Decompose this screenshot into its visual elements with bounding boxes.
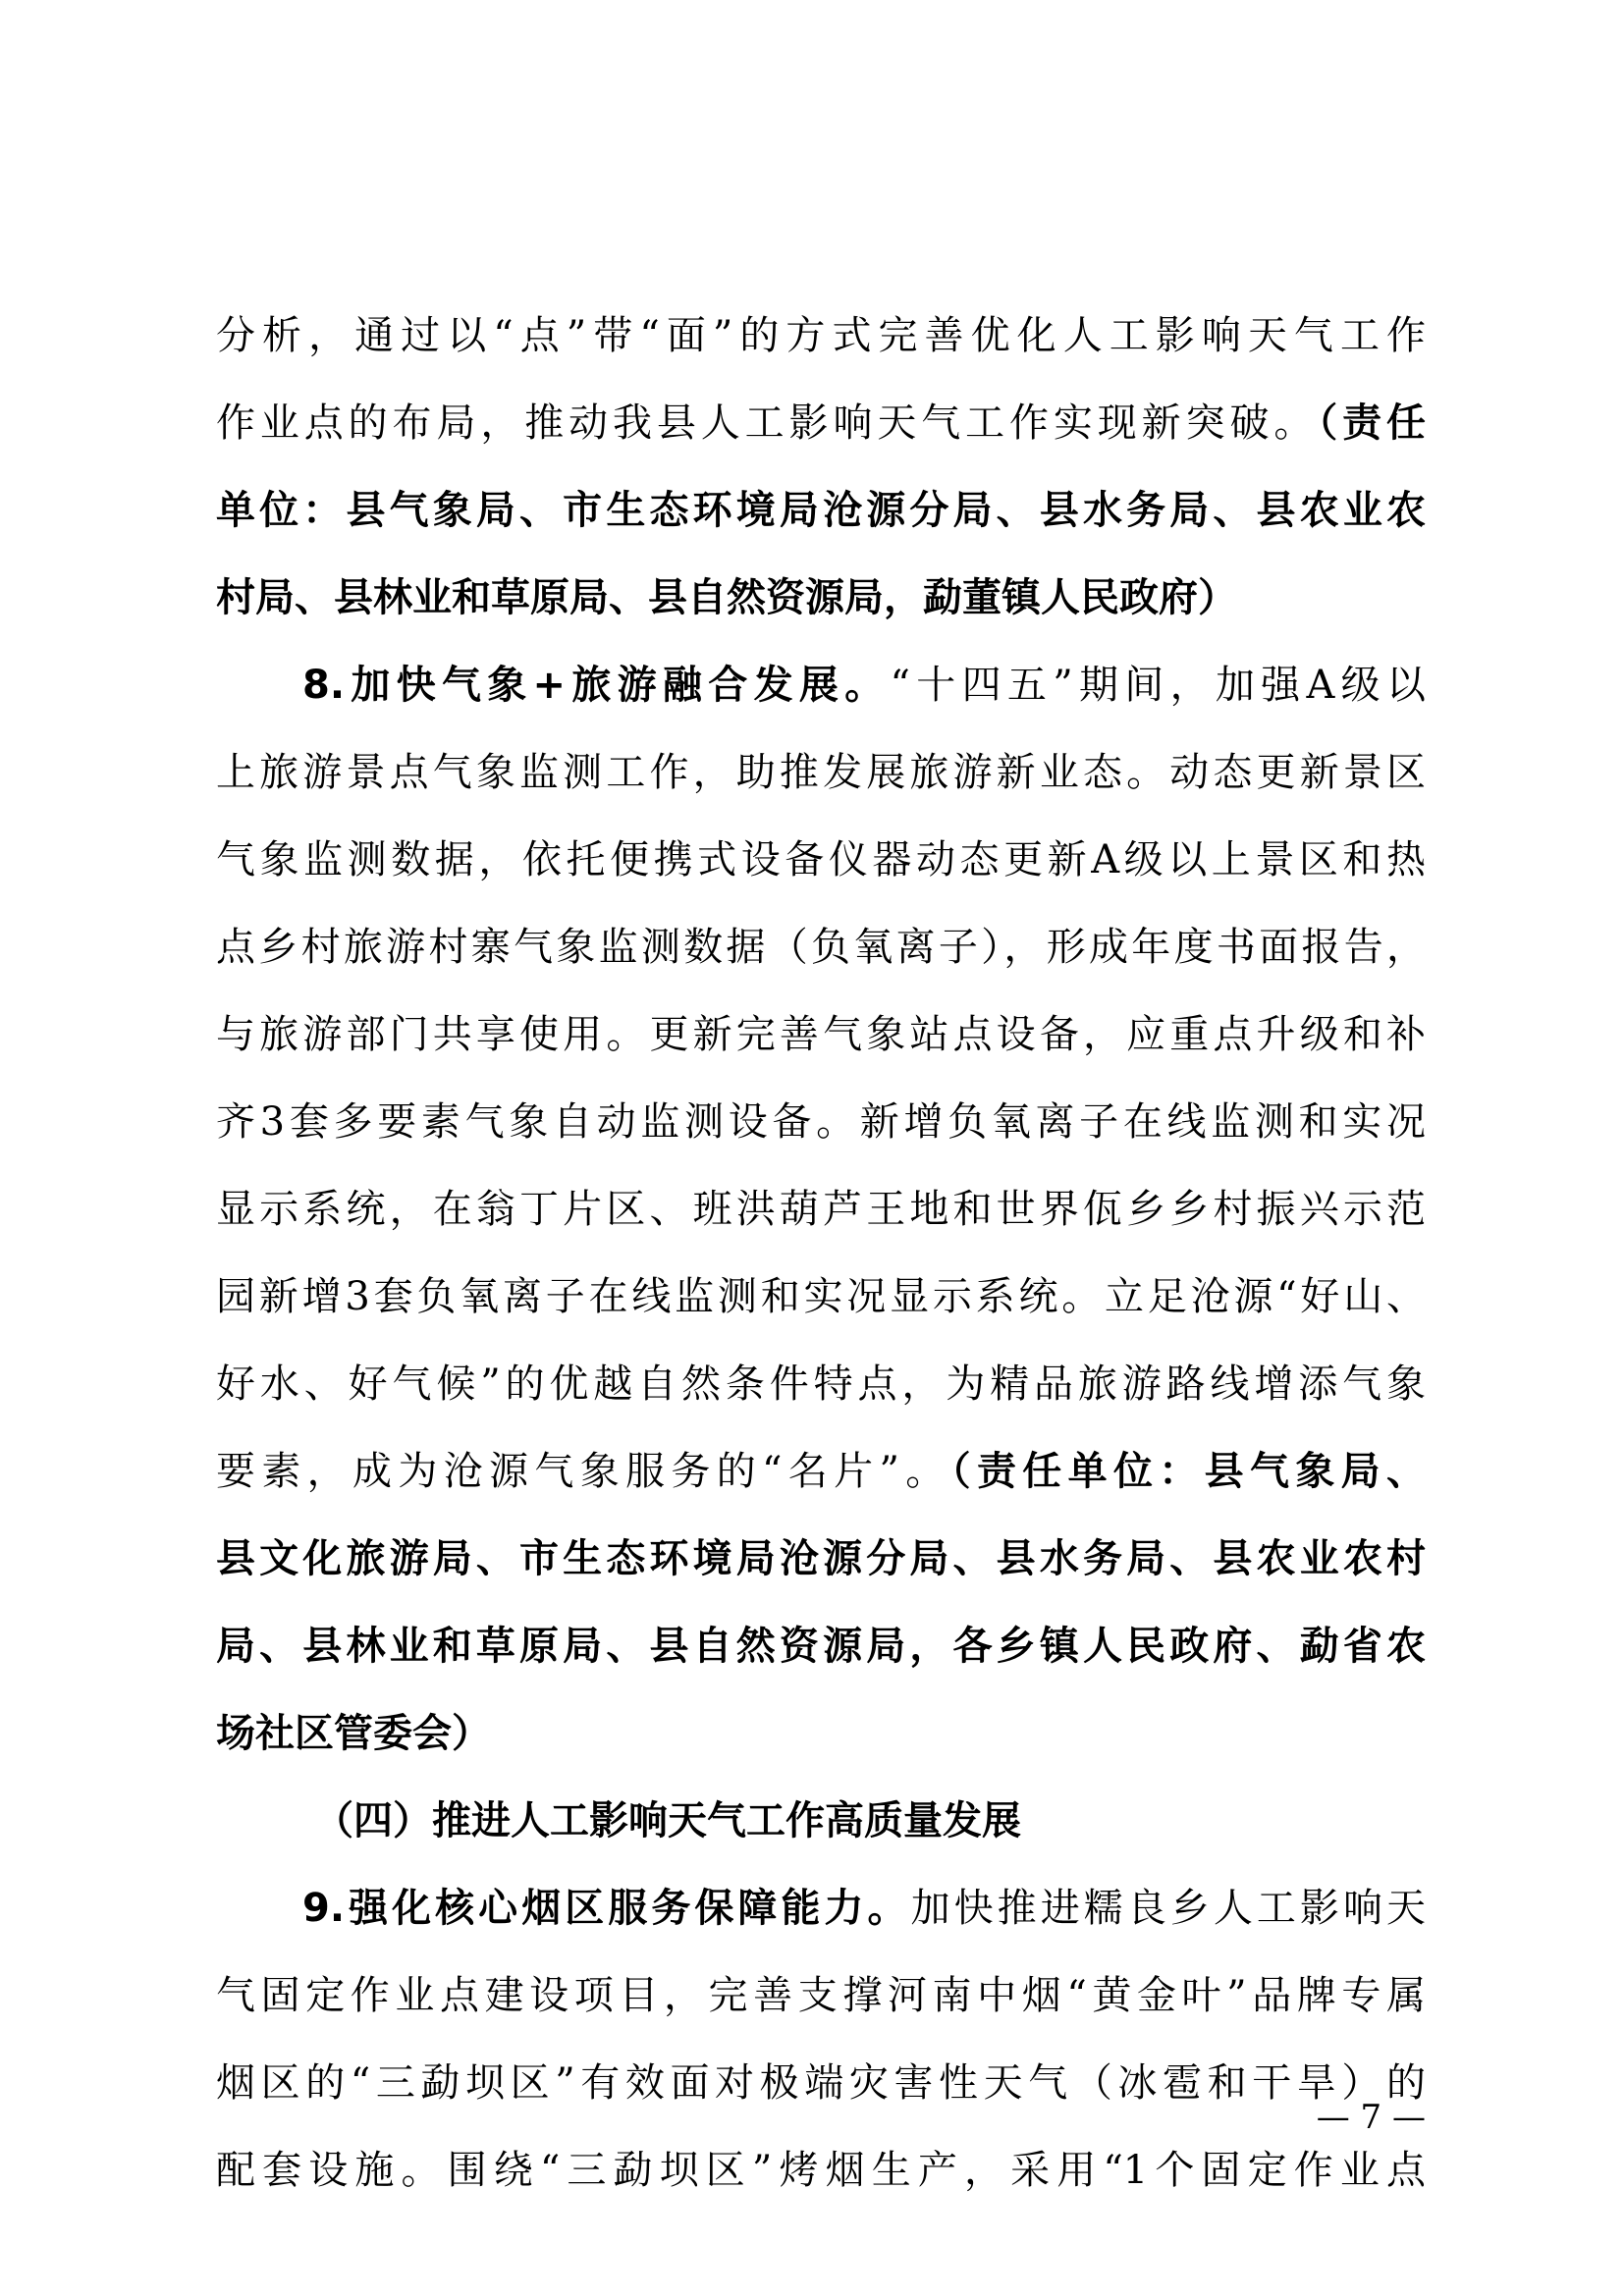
body-line <box>216 380 1426 467</box>
body-text: 作业点的布局，推动我县人工影响天气工作实现新突破。 <box>216 400 1319 446</box>
body-text: “十四五”期间，加强A级以 <box>890 663 1426 708</box>
body-line <box>216 642 1426 729</box>
body-line <box>216 1428 1426 1516</box>
body-line: 显示系统，在翁丁片区、班洪葫芦王地和世界佤乡乡村振兴示范 <box>216 1187 1426 1232</box>
responsibility-units: 县文化旅游局、市生态环境局沧源分局、县水务局、县农业农村 <box>216 1536 1426 1581</box>
body-line: 配套设施。围绕“三勐坝区”烤烟生产，采用“1个固定作业点 <box>216 2148 1426 2193</box>
responsibility-units: 村局、县林业和草原局、县自然资源局，勐董镇人民政府） <box>216 575 1237 620</box>
body-line: 上旅游景点气象监测工作，助推发展旅游新业态。动态更新景区 <box>216 750 1426 795</box>
section-heading: （四）推进人工影响天气工作高质量发展 <box>314 1798 1021 1843</box>
responsibility-units: 单位：县气象局、市生态环境局沧源分局、县水务局、县农业农 <box>216 488 1426 533</box>
body-line: 好水、好气候”的优越自然条件特点，为精品旅游路线增添气象 <box>216 1362 1426 1407</box>
responsibility-units: 局、县林业和草原局、县自然资源局，各乡镇人民政府、勐省农 <box>216 1624 1426 1669</box>
item-title: 9.强化核心烟区服务保障能力。 <box>302 1886 911 1931</box>
responsibility-units: （责任 <box>1318 400 1426 446</box>
page-body <box>216 293 1426 2215</box>
body-text: 加快推进糯良乡人工影响天 <box>910 1886 1426 1931</box>
body-line: 点乡村旅游村寨气象监测数据（负氧离子），形成年度书面报告， <box>216 925 1426 970</box>
body-line: 气象监测数据，依托便携式设备仪器动态更新A级以上景区和热 <box>216 837 1426 882</box>
body-line: 齐3套多要素气象自动监测设备。新增负氧离子在线监测和实况 <box>216 1099 1426 1145</box>
responsibility-units: 场社区管委会） <box>216 1711 491 1756</box>
body-line: 园新增3套负氧离子在线监测和实况显示系统。立足沧源“好山、 <box>216 1274 1426 1319</box>
body-line <box>216 1865 1426 1952</box>
body-line: 烟区的“三勐坝区”有效面对极端灾害性天气（冰雹和干旱）的 <box>216 2060 1426 2106</box>
body-line: 分析，通过以“点”带“面”的方式完善优化人工影响天气工作 <box>216 313 1426 358</box>
body-text: 要素，成为沧源气象服务的“名片”。 <box>216 1449 951 1494</box>
item-title: 8.加快气象+旅游融合发展。 <box>302 663 891 708</box>
body-line: 与旅游部门共享使用。更新完善气象站点设备，应重点升级和补 <box>216 1012 1426 1057</box>
responsibility-units: （责任单位：县气象局、 <box>950 1449 1426 1494</box>
page-number: — 7 — <box>1316 2098 1426 2137</box>
body-line: 气固定作业点建设项目，完善支撑河南中烟“黄金叶”品牌专属 <box>216 1973 1426 2018</box>
